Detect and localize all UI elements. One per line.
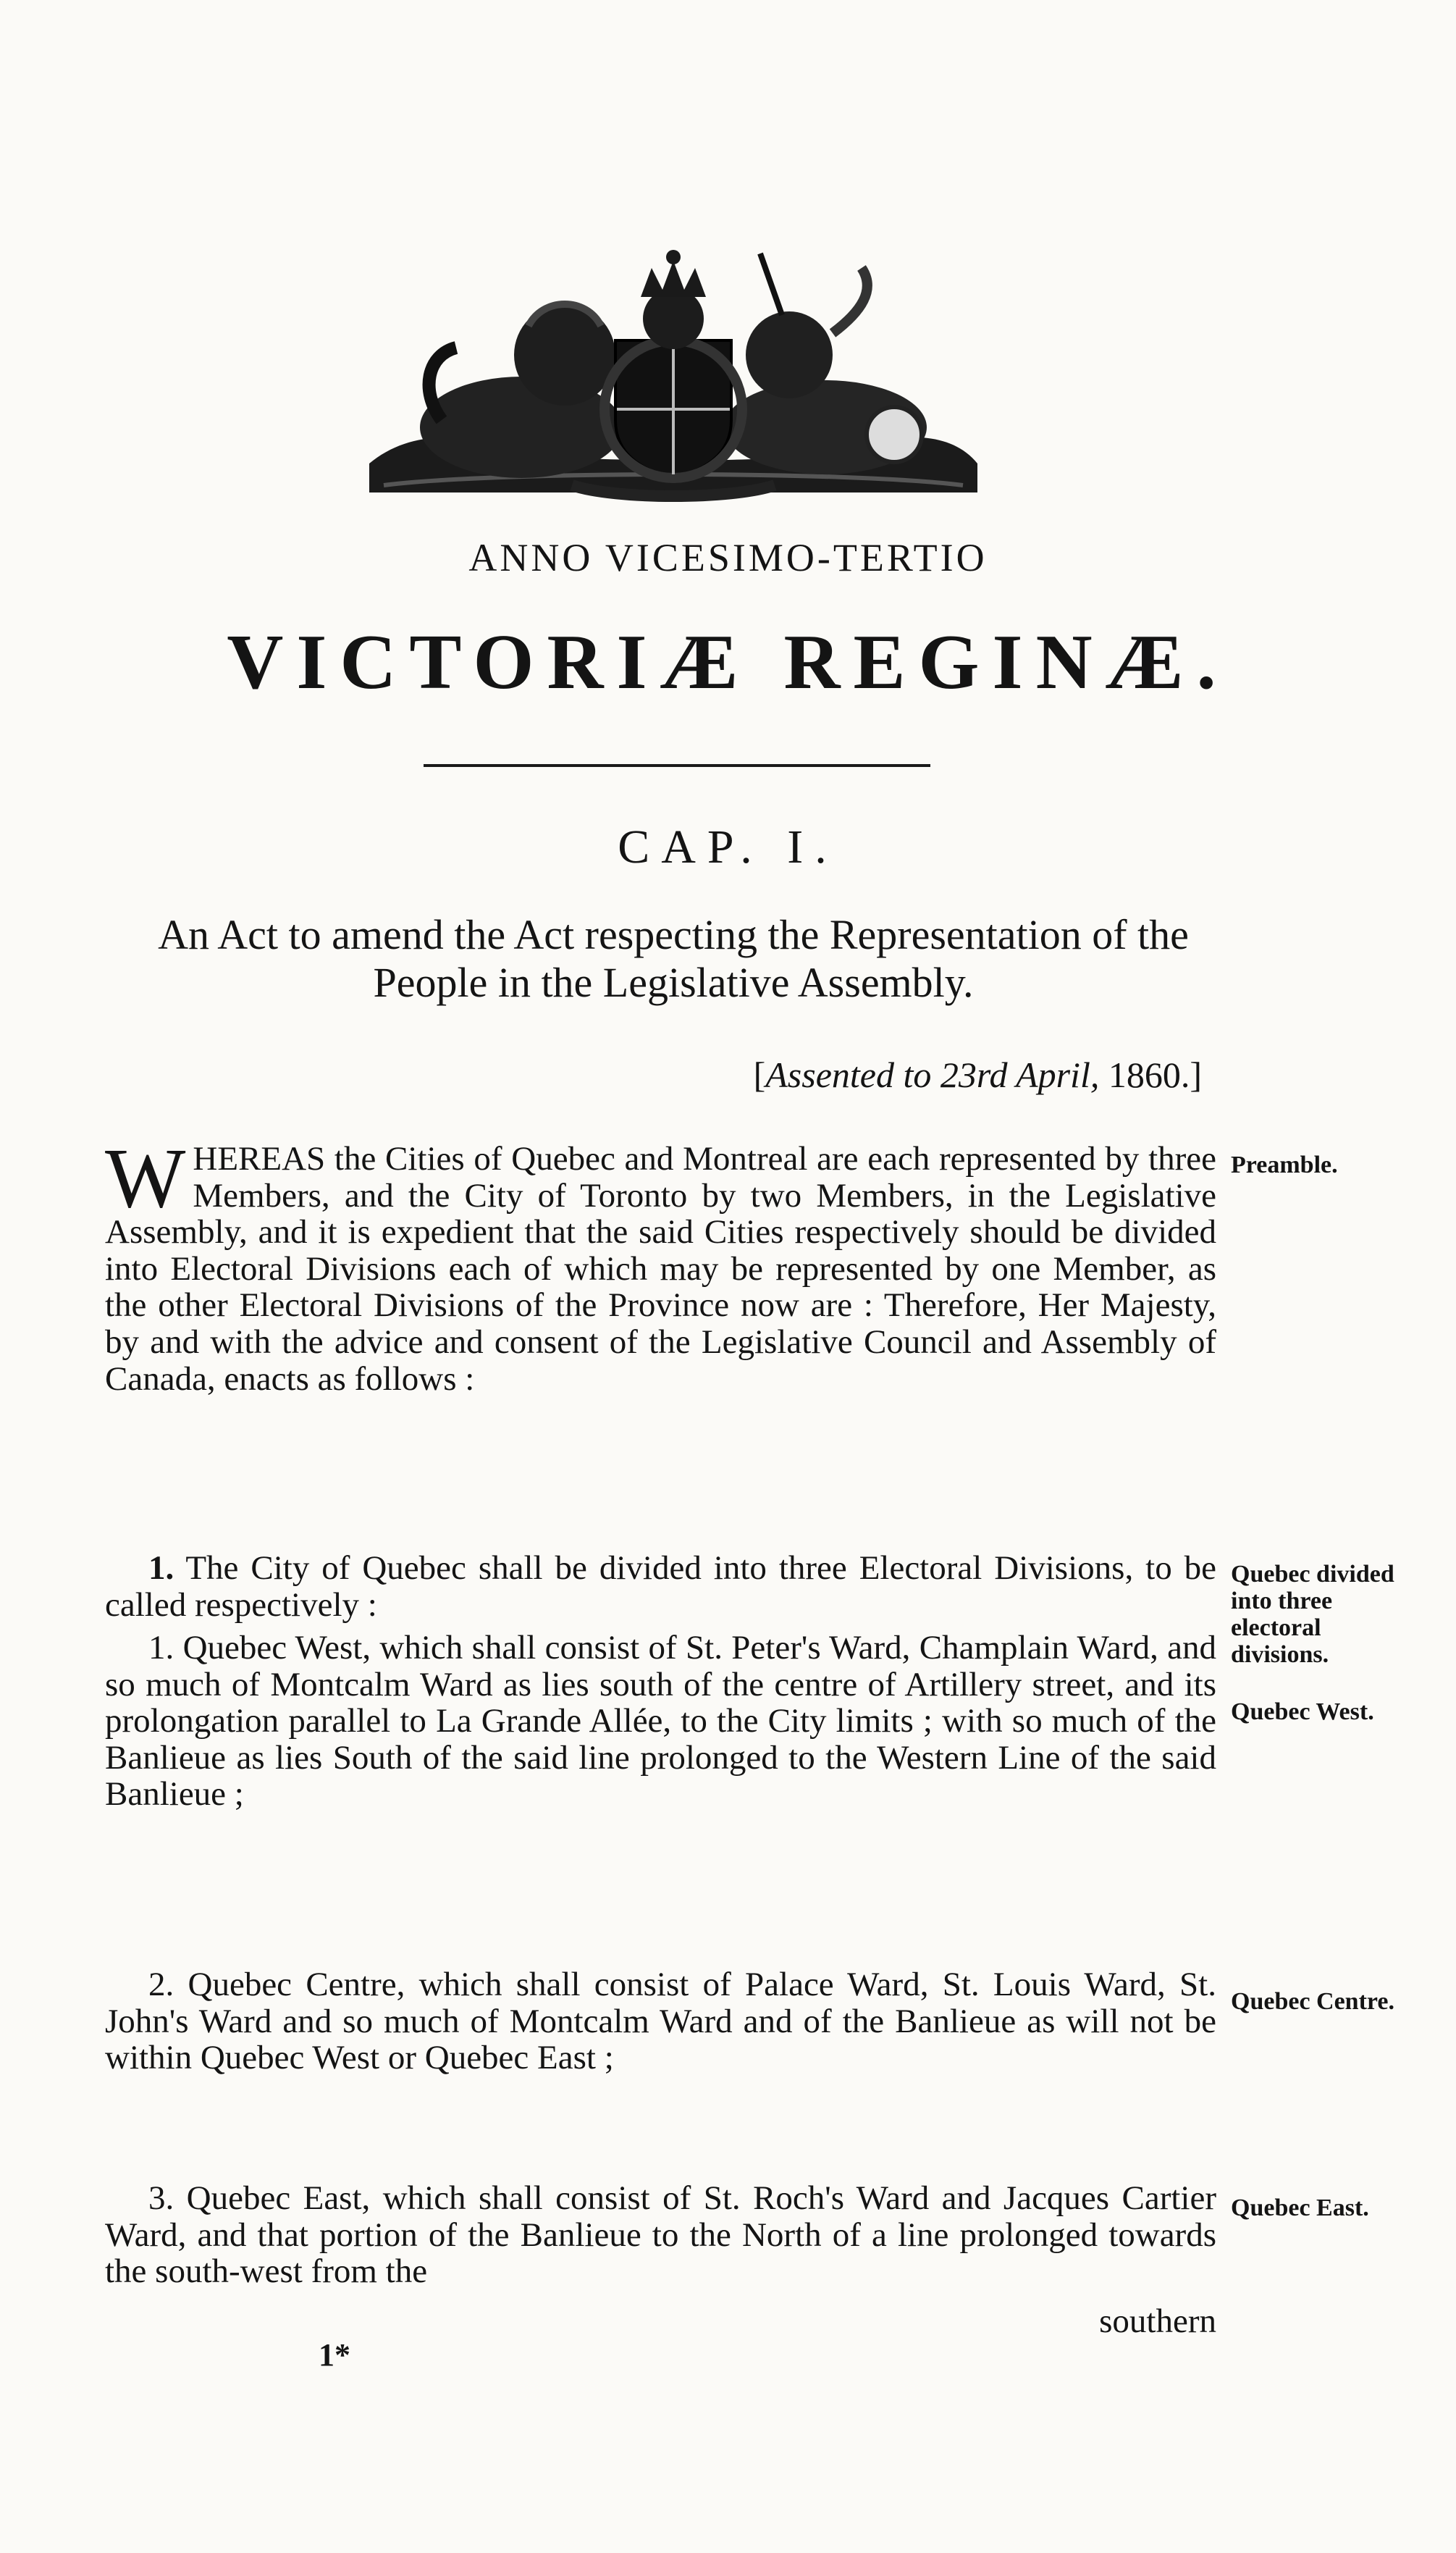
- subsection-2: [105, 1966, 1216, 2076]
- subsection-text: Quebec West, which shall consist of St. Peter's Ward, Champlain Ward, and so much of Montcalm Ward as lies south of the centre of Artillery street, and its prolongation parallel to La Grande Allée, to the City limits ; with so much of the Banlieue as lies South of the said line prolonged to the Western Line of the said Banlieue ;: [105, 1629, 1216, 1814]
- preamble-paragraph: [105, 1131, 1216, 1398]
- anno-heading: ANNO VICESIMO-TERTIO: [468, 536, 988, 579]
- margin-note-quebec-centre: Quebec Centre.: [1231, 1988, 1394, 2015]
- subsection-number: 1.: [148, 1629, 174, 1667]
- margin-note-quebec-east: Quebec East.: [1231, 2194, 1369, 2221]
- catchword: southern: [1099, 2302, 1216, 2340]
- subsection-number: 2.: [148, 1966, 174, 2003]
- subsection-1: [105, 1630, 1216, 1813]
- subsection-3: [105, 2180, 1216, 2290]
- regnal-heading: VICTORIÆ REGINÆ.: [227, 619, 1229, 705]
- assent-year: 1860.]: [1099, 1055, 1202, 1095]
- subsection-text: Quebec East, which shall consist of St. Roch's Ward and Jacques Cartier Ward, and that portion of the Banlieue to the North of a line prolonged towards the south-west from the: [105, 2179, 1216, 2291]
- margin-note-quebec-divided: Quebec divided into three electoral divisions.: [1231, 1561, 1394, 1668]
- subsection-text: Quebec Centre, which shall consist of Palace Ward, St. Louis Ward, St. John's Ward and so much of Montcalm Ward and of the Banlieue as will not be within Quebec West or Quebec East ;: [105, 1966, 1216, 2077]
- preamble-text: HEREAS the Cities of Quebec and Montreal are each represented by three Members, and the City of Toronto by two Members, in the Legislative Assembly, and it is expedient that the said Cities respectively should be divided into Electoral Divisions each of which may be represented by one Member, as the other Electoral Divisions of the Province now are : Therefore, Her Majesty, by and with the advice and consent of the Legislative Council and Assembly of Canada, enacts as follows :: [105, 1140, 1216, 1398]
- act-title: An Act to amend the Act respecting the Representation of the People in the Legislative Assembly.: [158, 911, 1189, 1006]
- royal-coat-of-arms-icon: [355, 246, 992, 507]
- section-1: [105, 1550, 1216, 1623]
- assent-date: Assented to 23rd April,: [765, 1055, 1100, 1095]
- margin-note-quebec-west: Quebec West.: [1231, 1698, 1374, 1725]
- section-number: 1.: [148, 1549, 174, 1587]
- chapter-heading: CAP. I.: [618, 821, 838, 873]
- heading-divider: [424, 764, 930, 767]
- margin-note-preamble: Preamble.: [1231, 1152, 1338, 1178]
- subsection-number: 3.: [148, 2179, 174, 2217]
- printer-signature: 1*: [319, 2337, 350, 2373]
- assent-bracket: [: [753, 1055, 766, 1095]
- assent-line: [623, 1052, 1202, 1098]
- section-text: The City of Quebec shall be divided into three Electoral Divisions, to be called respectively :: [105, 1549, 1216, 1624]
- drop-capital: W: [105, 1131, 186, 1225]
